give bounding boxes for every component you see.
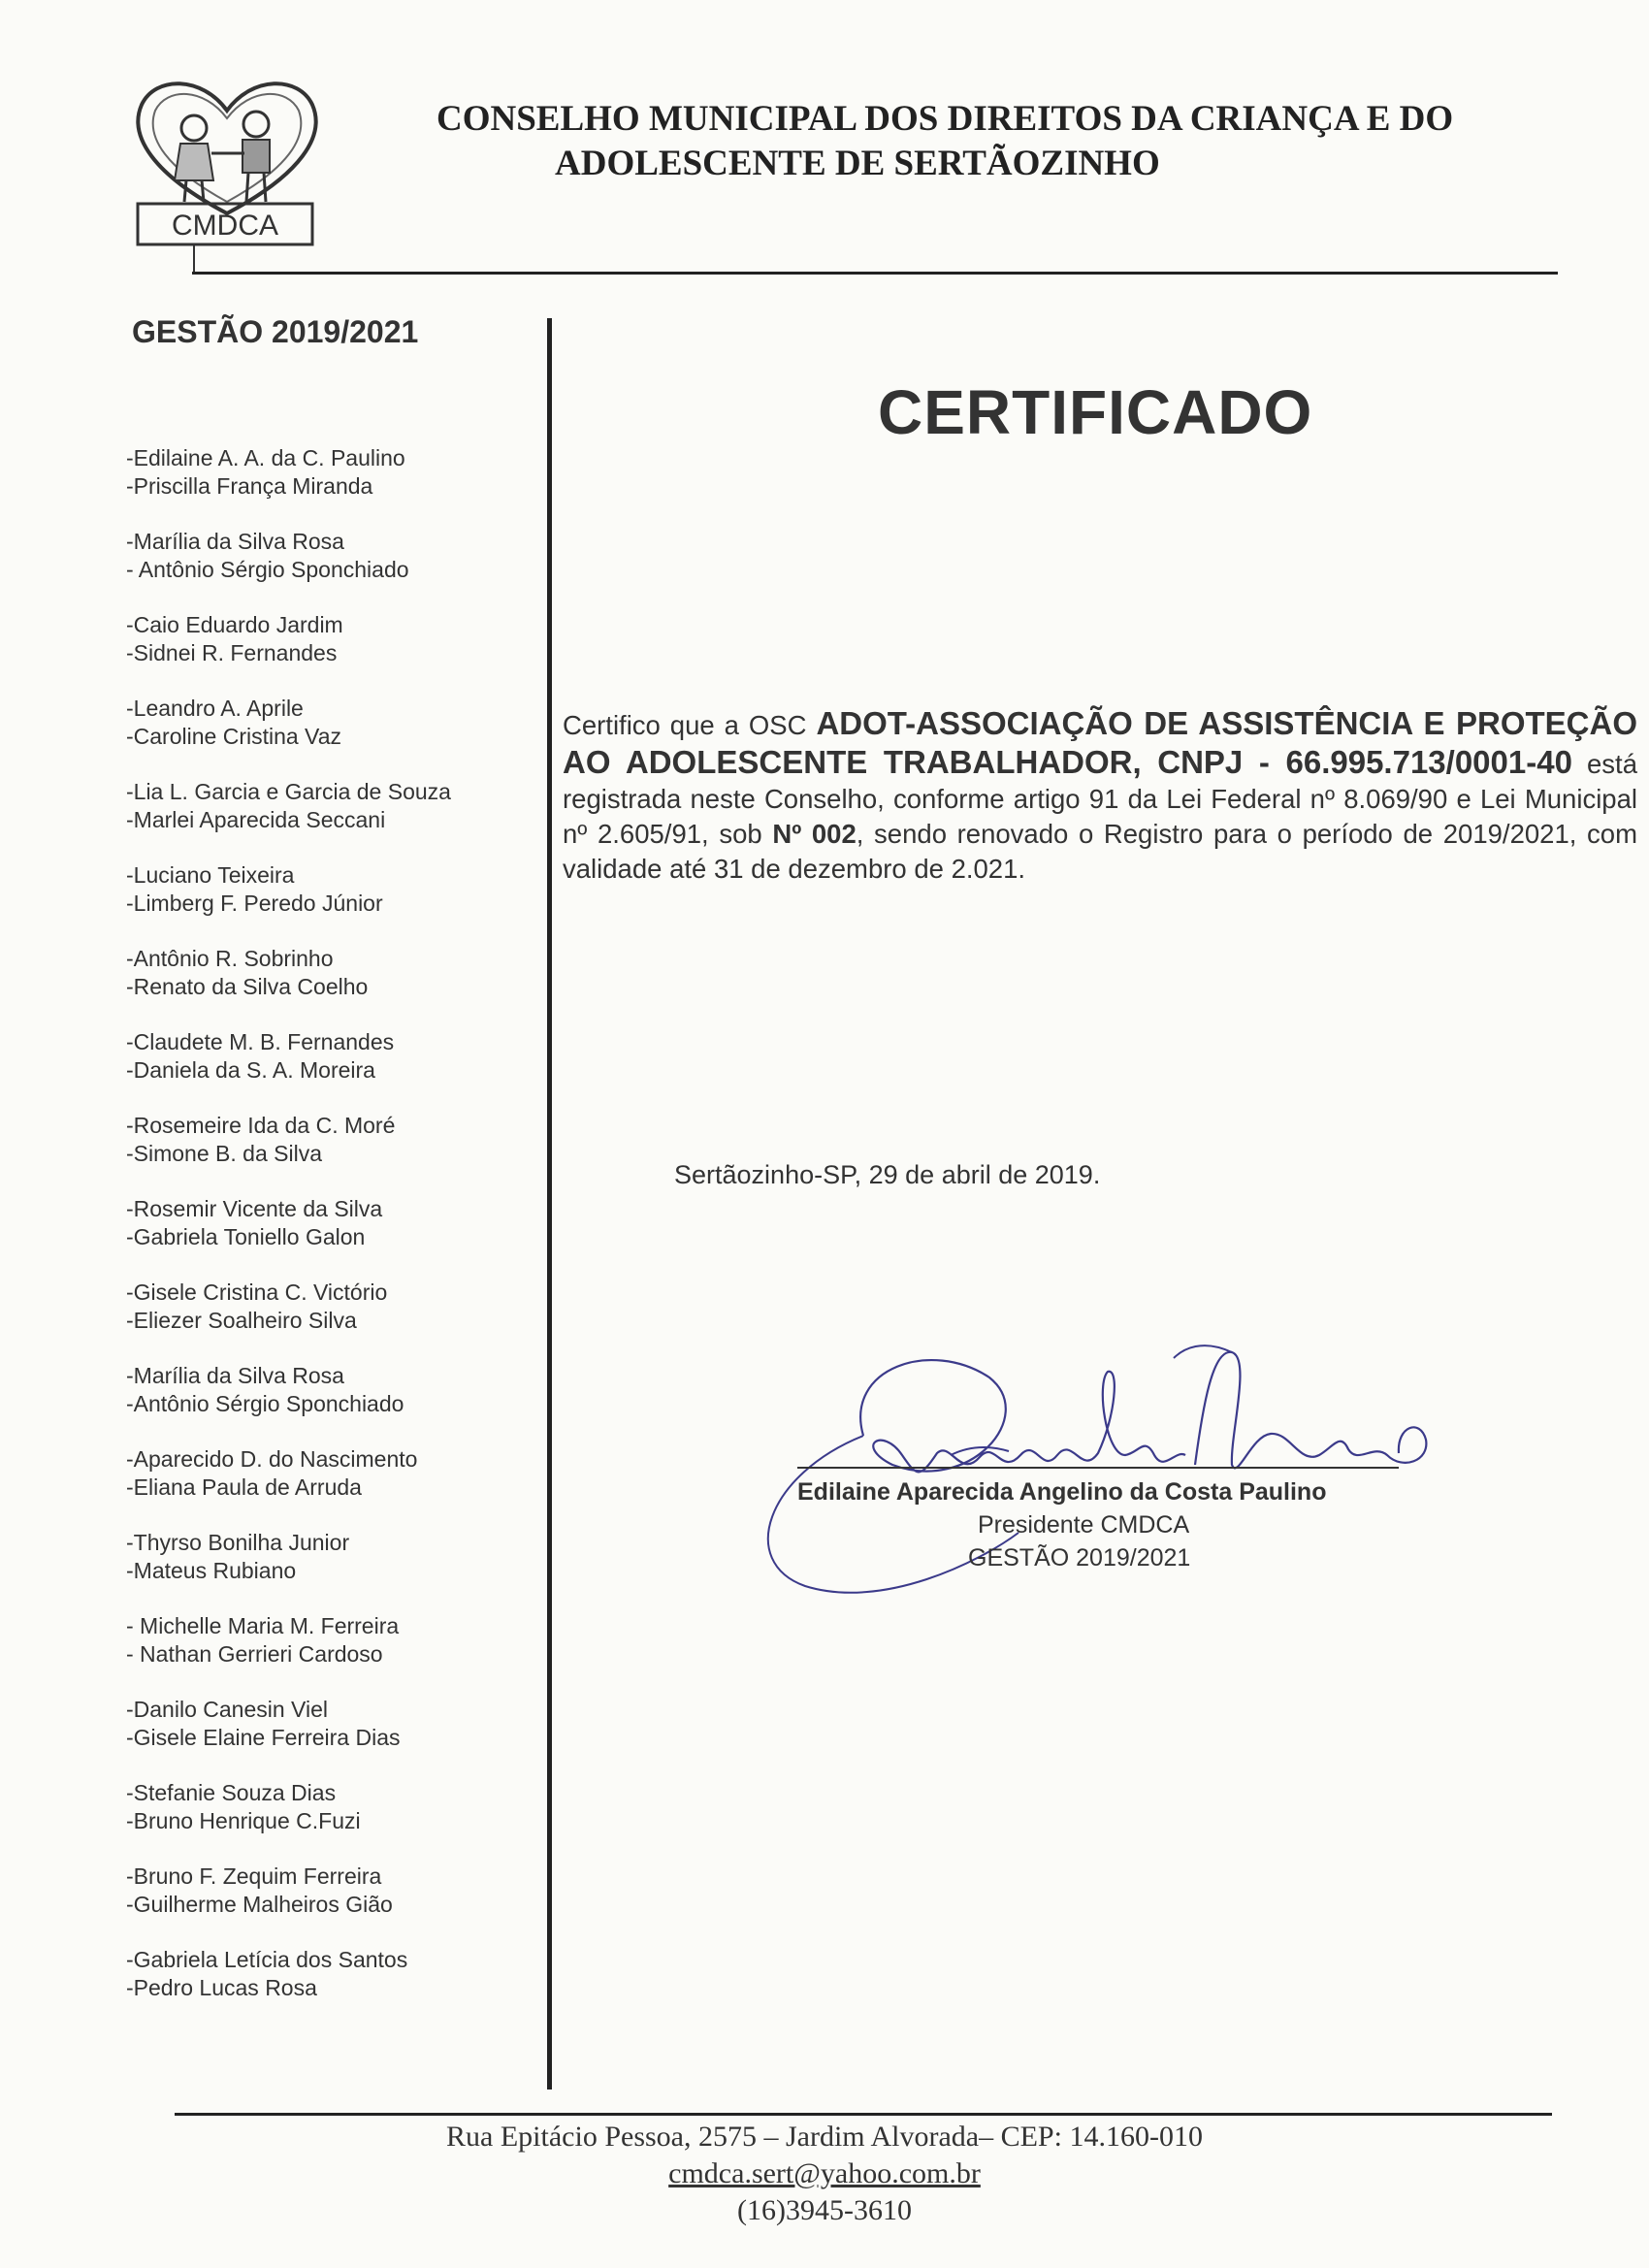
osc-name: ADOT-ASSOCIAÇÃO DE ASSISTÊNCIA E PROTEÇÃO AO ADOLESCENTE TRABALHADOR, CNPJ - 66.995.713/0001-40 xyxy=(563,705,1638,780)
member-suplente: -Bruno Henrique C.Fuzi xyxy=(126,1808,361,1833)
signature-scribble-icon xyxy=(747,1310,1445,1620)
member-suplente: -Priscilla França Miranda xyxy=(126,473,373,499)
certificate-text-intro: Certifico que a OSC xyxy=(563,710,817,740)
organization-title-line2: ADOLESCENTE DE SERTÃOZINHO xyxy=(555,144,1160,183)
member-titular: -Rosemir Vicente da Silva xyxy=(126,1196,383,1221)
member-pair xyxy=(126,1863,543,1946)
member-pair xyxy=(126,1696,543,1779)
member-titular: -Stefanie Souza Dias xyxy=(126,1780,337,1805)
member-pair xyxy=(126,1279,543,1362)
member-suplente: -Renato da Silva Coelho xyxy=(126,974,369,999)
cmdca-logo xyxy=(124,68,330,272)
certificate-title: CERTIFICADO xyxy=(878,377,1313,447)
header-divider xyxy=(192,272,1558,275)
member-titular: -Danilo Canesin Viel xyxy=(126,1697,328,1722)
member-pair xyxy=(126,1362,543,1445)
member-pair xyxy=(126,528,543,611)
member-pair xyxy=(126,1195,543,1279)
member-suplente: -Sidnei R. Fernandes xyxy=(126,640,338,665)
footer-phone: (16)3945-3610 xyxy=(737,2194,912,2226)
footer-email[interactable]: cmdca.sert@yahoo.com.br xyxy=(668,2157,981,2189)
handwritten-signature xyxy=(747,1310,1445,1620)
member-titular: -Lia L. Garcia e Garcia de Souza xyxy=(126,779,451,804)
member-pair xyxy=(126,861,543,945)
member-pair xyxy=(126,1112,543,1195)
certificate-text-middle: está registrada neste Conselho, conforme artigo 91 da Lei Federal nº 8.069/90 e Lei Municipal nº 2.605/91, sob xyxy=(563,749,1637,849)
certificate-text-end: , sendo renovado o Registro para o período de 2019/2021, com validade até 31 de dezembro de 2.021. xyxy=(563,819,1637,884)
footer-address: Rua Epitácio Pessoa, 2575 – Jardim Alvorada– CEP: 14.160-010 xyxy=(446,2121,1203,2153)
signer-role: Presidente CMDCA xyxy=(978,1511,1190,1539)
member-pair xyxy=(126,778,543,861)
member-suplente: - Antônio Sérgio Sponchiado xyxy=(126,557,409,582)
member-titular: -Thyrso Bonilha Junior xyxy=(126,1530,350,1555)
member-titular: -Marília da Silva Rosa xyxy=(126,1363,344,1388)
member-suplente: -Daniela da S. A. Moreira xyxy=(126,1057,375,1083)
member-titular: -Antônio R. Sobrinho xyxy=(126,946,334,971)
member-pair xyxy=(126,1612,543,1696)
member-suplente: -Simone B. da Silva xyxy=(126,1141,322,1166)
member-suplente: -Eliezer Soalheiro Silva xyxy=(126,1308,357,1333)
member-titular: -Marília da Silva Rosa xyxy=(126,529,344,554)
member-titular: -Leandro A. Aprile xyxy=(126,696,304,721)
member-titular: -Gabriela Letícia dos Santos xyxy=(126,1947,408,1972)
member-pair xyxy=(126,1946,543,2029)
member-pair xyxy=(126,695,543,778)
footer-divider xyxy=(175,2113,1552,2116)
member-suplente: -Guilherme Malheiros Gião xyxy=(126,1892,393,1917)
signer-gestao: GESTÃO 2019/2021 xyxy=(968,1544,1191,1571)
organization-title-line1: CONSELHO MUNICIPAL DOS DIREITOS DA CRIANÇA E DO xyxy=(436,99,1454,139)
member-pair xyxy=(126,1779,543,1863)
certificate-date: Sertãozinho-SP, 29 de abril de 2019. xyxy=(674,1160,1101,1189)
member-titular: - Michelle Maria M. Ferreira xyxy=(126,1613,400,1638)
member-titular: -Claudete M. B. Fernandes xyxy=(126,1029,395,1054)
member-suplente: - Nathan Gerrieri Cardoso xyxy=(126,1641,383,1667)
svg-text:CMDCA: CMDCA xyxy=(172,210,278,242)
member-titular: -Rosemeire Ida da C. Moré xyxy=(126,1113,396,1138)
member-titular: -Bruno F. Zequim Ferreira xyxy=(126,1863,382,1889)
member-suplente: -Mateus Rubiano xyxy=(126,1558,297,1583)
member-titular: -Luciano Teixeira xyxy=(126,862,295,888)
council-members-list xyxy=(126,444,543,2029)
vertical-divider xyxy=(547,318,552,2090)
member-pair xyxy=(126,1529,543,1612)
signature-line xyxy=(797,1467,1399,1469)
member-suplente: -Eliana Paula de Arruda xyxy=(126,1474,362,1500)
member-suplente: -Marlei Aparecida Seccani xyxy=(126,807,386,832)
member-pair xyxy=(126,945,543,1028)
member-pair xyxy=(126,1445,543,1529)
member-pair xyxy=(126,1028,543,1112)
member-suplente: -Limberg F. Peredo Júnior xyxy=(126,891,383,916)
footer xyxy=(0,2119,1649,2229)
member-titular: -Edilaine A. A. da C. Paulino xyxy=(126,445,405,470)
member-titular: -Caio Eduardo Jardim xyxy=(126,612,343,637)
member-suplente: -Caroline Cristina Vaz xyxy=(126,724,341,749)
member-suplente: -Gabriela Toniello Galon xyxy=(126,1224,366,1249)
member-pair xyxy=(126,444,543,528)
heart-children-logo-icon xyxy=(124,68,330,272)
member-titular: -Aparecido D. do Nascimento xyxy=(126,1446,418,1472)
member-suplente: -Antônio Sérgio Sponchiado xyxy=(126,1391,404,1416)
member-suplente: -Gisele Elaine Ferreira Dias xyxy=(126,1725,401,1750)
gestao-heading: GESTÃO 2019/2021 xyxy=(132,314,419,349)
member-titular: -Gisele Cristina C. Victório xyxy=(126,1280,388,1305)
signer-name: Edilaine Aparecida Angelino da Costa Paulino xyxy=(797,1478,1327,1506)
registration-number: Nº 002 xyxy=(772,819,857,849)
member-suplente: -Pedro Lucas Rosa xyxy=(126,1975,317,2000)
certificate-body xyxy=(563,704,1637,887)
organization-title xyxy=(436,97,1600,186)
member-pair xyxy=(126,611,543,695)
